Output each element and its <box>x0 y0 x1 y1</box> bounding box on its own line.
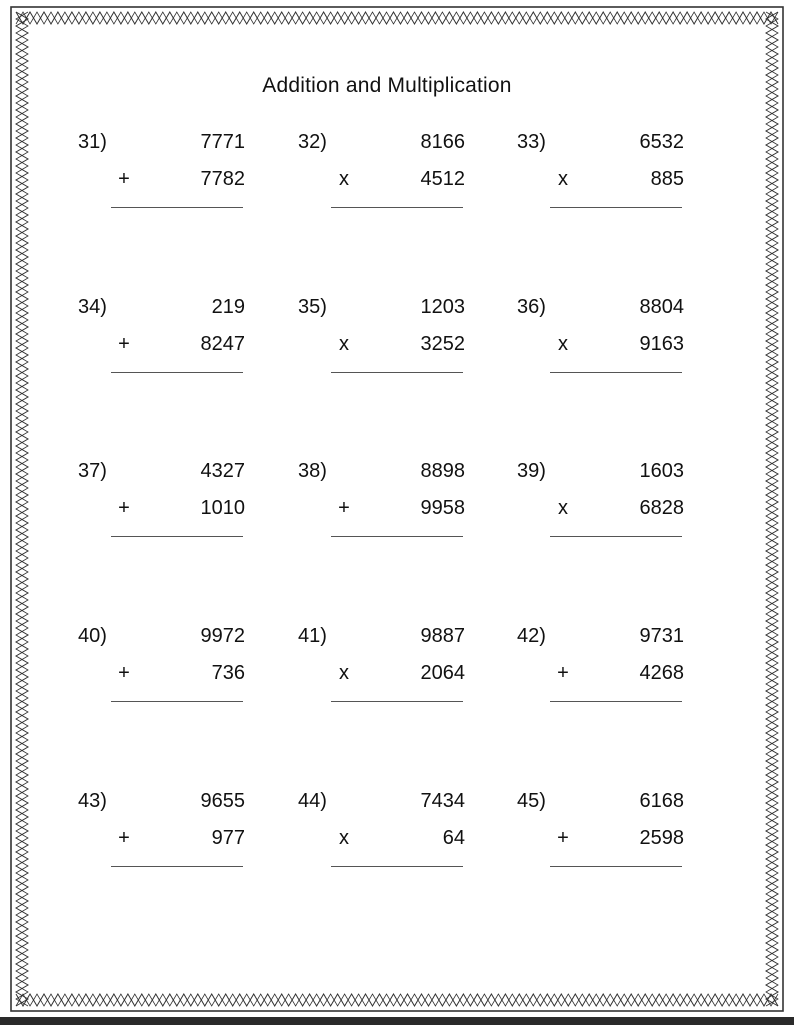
answer-line <box>331 866 463 867</box>
answer-line <box>111 372 243 373</box>
top-operand: 1603 <box>639 460 684 482</box>
bottom-operand: 2598 <box>639 827 684 849</box>
top-operand: 219 <box>211 296 245 318</box>
answer-line <box>550 866 682 867</box>
bottom-operand: 7782 <box>200 168 245 190</box>
problem-42 <box>517 625 692 715</box>
operator-sign: + <box>557 662 569 684</box>
operator-sign: x <box>339 168 349 190</box>
answer-line <box>111 536 243 537</box>
bottom-operand: 9163 <box>639 333 684 355</box>
worksheet-title: Addition and Multiplication <box>262 74 512 97</box>
top-operand: 8898 <box>420 460 465 482</box>
top-operand: 4327 <box>200 460 245 482</box>
problem-39 <box>517 460 692 550</box>
problem-33 <box>517 131 692 221</box>
problem-43 <box>78 790 253 880</box>
answer-line <box>550 536 682 537</box>
top-operand: 7771 <box>200 131 245 153</box>
bottom-operand: 1010 <box>200 497 245 519</box>
problem-number: 43) <box>78 790 107 812</box>
answer-line <box>331 372 463 373</box>
problem-31 <box>78 131 253 221</box>
operator-sign: x <box>558 497 568 519</box>
top-operand: 6168 <box>639 790 684 812</box>
problem-36 <box>517 296 692 386</box>
top-operand: 7434 <box>420 790 465 812</box>
answer-line <box>331 536 463 537</box>
answer-line <box>550 372 682 373</box>
operator-sign: x <box>339 827 349 849</box>
answer-line <box>111 866 243 867</box>
viewer-bottom-bar <box>0 1017 794 1025</box>
problem-number: 40) <box>78 625 107 647</box>
problem-number: 37) <box>78 460 107 482</box>
operator-sign: x <box>339 333 349 355</box>
top-operand: 8166 <box>420 131 465 153</box>
answer-line <box>550 701 682 702</box>
bottom-operand: 2064 <box>420 662 465 684</box>
problem-32 <box>298 131 473 221</box>
operator-sign: + <box>557 827 569 849</box>
problem-number: 31) <box>78 131 107 153</box>
operator-sign: + <box>118 497 130 519</box>
top-operand: 6532 <box>639 131 684 153</box>
operator-sign: x <box>558 333 568 355</box>
top-operand: 9972 <box>200 625 245 647</box>
worksheet-page <box>8 4 786 1014</box>
bottom-operand: 4268 <box>639 662 684 684</box>
problem-40 <box>78 625 253 715</box>
bottom-operand: 3252 <box>420 333 465 355</box>
bottom-operand: 8247 <box>200 333 245 355</box>
bottom-operand: 736 <box>211 662 245 684</box>
problem-number: 35) <box>298 296 327 318</box>
problem-38 <box>298 460 473 550</box>
problem-number: 33) <box>517 131 546 153</box>
problem-number: 42) <box>517 625 546 647</box>
problem-number: 41) <box>298 625 327 647</box>
problem-number: 36) <box>517 296 546 318</box>
operator-sign: x <box>558 168 568 190</box>
problem-number: 39) <box>517 460 546 482</box>
bottom-operand: 6828 <box>639 497 684 519</box>
top-operand: 8804 <box>639 296 684 318</box>
top-operand: 9731 <box>639 625 684 647</box>
problem-34 <box>78 296 253 386</box>
bottom-operand: 977 <box>211 827 245 849</box>
problem-number: 34) <box>78 296 107 318</box>
operator-sign: + <box>118 662 130 684</box>
operator-sign: + <box>118 827 130 849</box>
answer-line <box>331 207 463 208</box>
top-operand: 9655 <box>200 790 245 812</box>
bottom-operand: 64 <box>442 827 465 849</box>
problem-44 <box>298 790 473 880</box>
problem-number: 45) <box>517 790 546 812</box>
problem-41 <box>298 625 473 715</box>
problem-number: 38) <box>298 460 327 482</box>
problem-35 <box>298 296 473 386</box>
bottom-operand: 4512 <box>420 168 465 190</box>
operator-sign: + <box>118 168 130 190</box>
answer-line <box>550 207 682 208</box>
operator-sign: + <box>118 333 130 355</box>
answer-line <box>111 701 243 702</box>
top-operand: 1203 <box>420 296 465 318</box>
answer-line <box>331 701 463 702</box>
answer-line <box>111 207 243 208</box>
top-operand: 9887 <box>420 625 465 647</box>
problem-number: 44) <box>298 790 327 812</box>
operator-sign: x <box>339 662 349 684</box>
operator-sign: + <box>338 497 350 519</box>
bottom-operand: 885 <box>650 168 684 190</box>
problem-45 <box>517 790 692 880</box>
problem-number: 32) <box>298 131 327 153</box>
problem-37 <box>78 460 253 550</box>
bottom-operand: 9958 <box>420 497 465 519</box>
